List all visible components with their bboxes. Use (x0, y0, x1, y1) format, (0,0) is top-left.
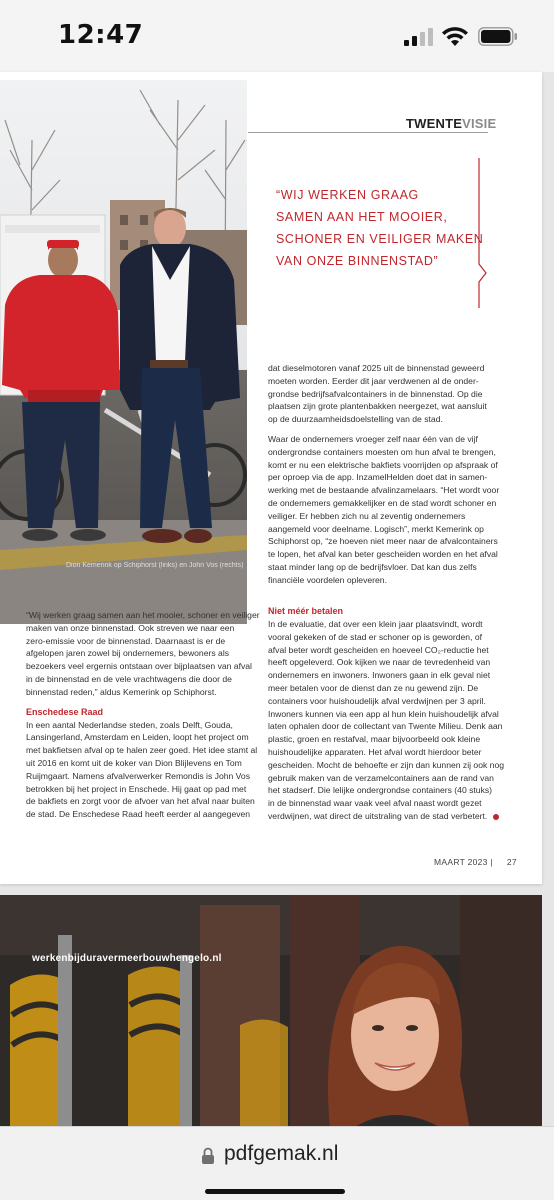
masthead-rule (248, 132, 488, 133)
body-line: met bakfietsen afval op te halen zeer goed. Het idee stamt al (26, 745, 258, 756)
home-indicator[interactable] (205, 1189, 345, 1194)
body-line: de bakfiets en zorgt voor de afvoer van het afval naar buiten (26, 796, 255, 807)
body-line: meer betalen voor de dienst dan ze nu gewend zijn. De (268, 682, 479, 693)
body-line: betrokken bij het project in Enschede. Hij gaat op pad met (26, 783, 247, 794)
body-line: afgelopen jaren zowel bij ondernemers, bewoners als (26, 648, 230, 659)
article-photo (0, 80, 247, 624)
body-line: werking met de bestaande afvalinzamelaars. “Het wordt voor (268, 485, 500, 496)
ad-url[interactable]: werkenbijduravermeerbouwhengelo.nl (32, 953, 222, 964)
lock-icon (201, 1147, 215, 1165)
body-line: het stadserf. Die lelijke ondergrondse containers (40 stuks) (268, 785, 493, 796)
magazine-page (0, 72, 542, 884)
body-line: staat minder lang op de bedrijfsvloer. Dat kan dus zelfs (268, 561, 477, 572)
body-line: grondse bedrijfsafvalcontainers in de binnenstad. Op die (268, 388, 483, 399)
body-line: te lopen, het afval kan beter gescheiden worden en het afval (268, 549, 498, 560)
body-line: ondernemers en inwoners. Inwoners gaan in elk geval niet (268, 670, 491, 681)
body-line: financiële voordelen opleveren. (268, 574, 387, 585)
body-line: maken van onze binnenstad. Ook streven we naar een (26, 622, 235, 633)
body-line: Schiphorst op, “ze hoeven niet meer naar de afvalcontainers (268, 536, 498, 547)
body-line: containers voor huishoudelijk afval verdwijnen per 3 april. (268, 695, 486, 706)
body-line-last (268, 810, 540, 823)
body-line: Waar de ondernemers vroeger zelf naar één van de vijf (268, 433, 478, 444)
advertisement-page (0, 895, 542, 1130)
body-line: binnenstad reden,” aldus Kemerink op Schiphorst. (26, 686, 217, 697)
body-line: heeft opgeleverd. Ook kijken we naar de tevredenheid van (268, 657, 491, 668)
pull-quote-line: SAMEN AAN HET MOOIER, (276, 210, 448, 224)
body-line: ondergrondse containers moesten om hun afval te brengen, (268, 446, 496, 457)
body-line: Ruijmgaart. Namens afvalverwerker Remondis is John Vos (26, 770, 251, 781)
article-column-right-top (268, 362, 538, 594)
masthead-part2: VISIE (462, 116, 497, 131)
body-line: de ondernemers gemakkelijker en de stad wordt schoner en (268, 497, 497, 508)
body-line: plaatsen zijn grote plantenbakken neergezet, wat aansluit (268, 401, 487, 412)
section-heading: Enschedese Raad (26, 706, 104, 717)
end-mark-icon (493, 814, 499, 820)
url-domain[interactable]: pdfgemak.nl (224, 1142, 339, 1165)
body-line: zero-emissie voor de binnenstad. Daarnaast is er de (26, 635, 226, 646)
body-line: In een aantal Nederlandse steden, zoals Delft, Gouda, (26, 719, 233, 730)
body-line: gescheiden. Mocht de behoefte er zijn dan kunnen zij ook nog (268, 759, 505, 770)
body-line: in de binnenstad en de vele vrachtwagens die door de (26, 673, 232, 684)
body-line: Lansingerland, Amsterdam en Leiden, loopt het project om (26, 732, 249, 743)
body-line: bezoekers veel ergernis ontstaan over bijplaatsen van afval (26, 661, 252, 672)
pull-quote (276, 184, 484, 272)
body-line: gebruik maken van de verzamelcontainers aan de rand van (268, 772, 494, 783)
body-line: uit 2016 en komt uit de koker van Dion Blijlevens en Tom (26, 757, 242, 768)
issue-label: MAART 2023 | (434, 857, 493, 867)
advertisement-photo (0, 895, 542, 1130)
page-number: 27 (506, 857, 517, 867)
body-line: In de evaluatie, dat over een klein jaar plaatsvindt, wordt (268, 619, 483, 629)
body-line: veiliger. Er hebben zich nu al zeventig ondernemers (268, 510, 466, 521)
status-bar (0, 0, 554, 72)
clock: 12:47 (58, 20, 144, 50)
body-line: vooral gekeken of de stad er schoner op is geworden, of (268, 631, 483, 642)
article-column-right-bottom (268, 603, 540, 830)
section-heading: Niet méér betalen (268, 606, 344, 616)
body-line: aangemeld voor deelname. Logisch”, merkt Kemerink op (268, 523, 484, 534)
body-line: huishoudelijke apparaten. Het afval wordt hierdoor beter (268, 746, 482, 757)
body-line: per oproep via de app. InzamelHelden doet dat in samen- (268, 472, 488, 483)
cellular-signal-icon (404, 28, 434, 46)
body-line: moeten worden. Eerder dit jaar verdwenen al de onder- (268, 375, 479, 386)
article-column-left (26, 609, 258, 828)
body-line: komt er nu een elektrische bakfiets voorrijden op afspraak of (268, 459, 498, 470)
body-line: plastic, groen en restafval, maar bijvoorbeeld ook kleine (268, 734, 481, 745)
page-footer (434, 857, 517, 867)
pull-quote-line: SCHONER EN VEILIGER MAKEN (276, 232, 484, 246)
body-line: afval beter wordt gescheiden en hoeveel CO₂-reductie het (268, 644, 489, 655)
masthead-part1: TWENTE (406, 116, 463, 131)
pull-quote-line: “WIJ WERKEN GRAAG (276, 188, 419, 202)
magazine-masthead (406, 116, 496, 131)
pull-quote-line: VAN ONZE BINNENSTAD” (276, 254, 439, 268)
battery-icon (478, 27, 518, 46)
wifi-icon (441, 25, 469, 47)
body-line: de stad. De Enschedese Raad heeft eerder al aangegeven (26, 809, 251, 820)
body-line: laten ophalen door de collectant van Twente Milieu. Denk aan (268, 721, 503, 732)
body-line-text: verdwijnen, wat direct de uitstraling van de stad verbetert. (268, 810, 488, 821)
body-line: dat dieselmotoren vanaf 2025 uit de binnenstad geweerd (268, 363, 485, 373)
body-line: “Wij werken graag samen aan het mooier, schoner en veiliger (26, 610, 260, 620)
body-line: in de binnenstad waar vaak veel afval naast wordt gezet (268, 798, 482, 809)
body-line: Inwoners kunnen via een app al hun klein huishoudelijk afval (268, 708, 499, 719)
body-line: op de duurzaamheidsdoelstelling van de stad. (268, 414, 443, 425)
photo-caption: Dion Kemerink op Schiphorst (links) en John Vos (rechts) (66, 562, 244, 569)
browser-address-bar[interactable] (0, 1126, 554, 1200)
